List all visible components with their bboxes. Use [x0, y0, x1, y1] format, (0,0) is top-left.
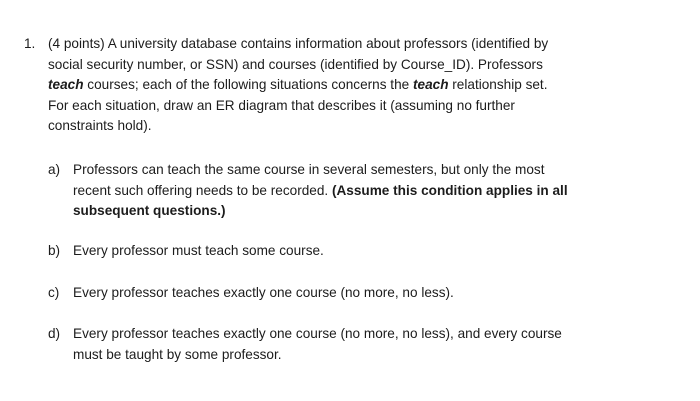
- question-line-3: [48, 75, 678, 96]
- subquestion-d-line-1: Every professor teaches exactly one course (no more, no less), and every course: [73, 326, 562, 341]
- question-line-5: constraints hold).: [48, 118, 152, 133]
- assumption-note: (Assume this condition applies in all: [331, 182, 568, 198]
- teach-relationship-emphasis: teach: [412, 77, 449, 92]
- subquestion-d-line-2: must be taught by some professor.: [73, 346, 282, 362]
- subquestion-a-line-2-plain: recent such offering needs to be recorded.: [73, 182, 332, 198]
- question-line-2: social security number, or SSN) and courses (identified by Course_ID). Professors: [48, 56, 543, 72]
- subquestion-a-line-3: subsequent questions.): [73, 203, 226, 218]
- subquestion-b-line-1: Every professor must teach some course.: [73, 243, 324, 258]
- subquestion-d-text: [73, 324, 673, 365]
- question-line-3-middle: courses; each of the following situations concerns the: [83, 77, 413, 92]
- subquestion-b-text: [73, 241, 673, 262]
- subquestion-a-letter: a): [48, 162, 61, 177]
- subquestion-c-letter: c): [48, 285, 60, 300]
- teach-emphasis: teach: [48, 77, 84, 92]
- subquestion-d-letter: d): [48, 326, 61, 341]
- question-line-3-end: relationship set.: [448, 77, 548, 92]
- question-prompt: [48, 34, 678, 137]
- subquestion-a-text: [73, 160, 673, 222]
- question-line-1: (4 points) A university database contains information about professors (identified by: [48, 36, 549, 51]
- question-line-4: For each situation, draw an ER diagram that describes it (assuming no further: [48, 97, 515, 113]
- subquestion-b-letter: b): [48, 243, 61, 258]
- subquestion-a-line-2: [73, 181, 673, 202]
- subquestion-a-line-1: Professors can teach the same course in several semesters, but only the most: [73, 162, 545, 177]
- question-number: 1.: [24, 36, 36, 51]
- subquestion-c-text: [73, 283, 673, 304]
- subquestion-c-line-1: Every professor teaches exactly one course (no more, no less).: [73, 285, 454, 300]
